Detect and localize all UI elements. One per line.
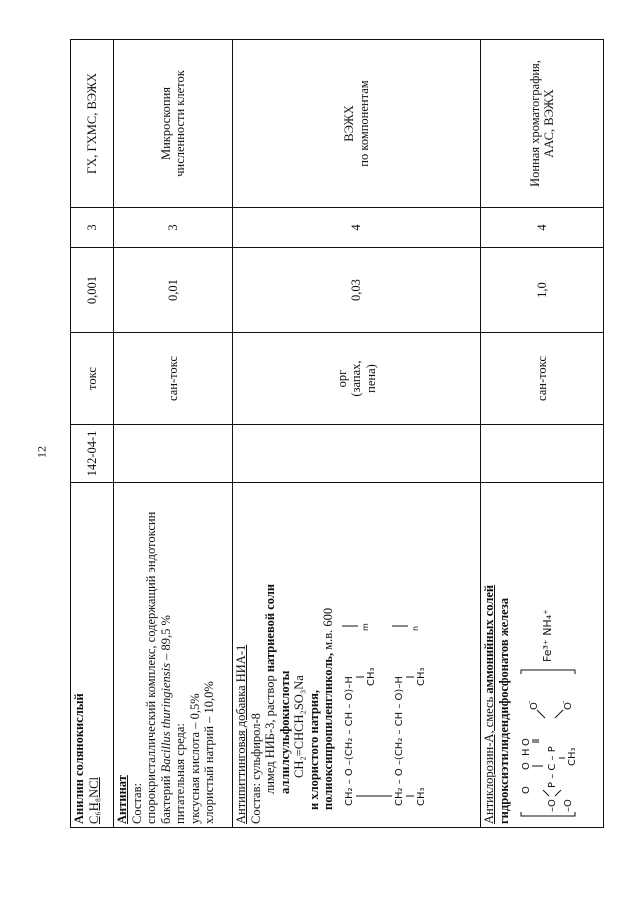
svg-text:P – C – P: P – C – P bbox=[547, 746, 559, 788]
substance-title: Антиклорозин-А, смесь аммонийных солей bbox=[482, 584, 497, 824]
table-row bbox=[481, 40, 604, 828]
hazard-cell: сан-токс bbox=[481, 333, 604, 425]
hazard-cell: токс bbox=[71, 333, 114, 425]
composition-line: уксусная кислота – 0,5% bbox=[187, 693, 202, 824]
cas-cell bbox=[233, 425, 481, 483]
svg-text:O: O bbox=[521, 762, 533, 770]
substance-cell bbox=[233, 483, 481, 828]
substance-cell bbox=[481, 483, 604, 828]
svg-text:O: O bbox=[521, 786, 533, 794]
class-cell: 4 bbox=[481, 208, 604, 248]
substance-title: Анилин солянокислый bbox=[72, 693, 86, 824]
species-name: Bacillus thuringiensis bbox=[158, 663, 173, 773]
svg-text:O: O bbox=[529, 702, 541, 710]
value-cell: 1,0 bbox=[481, 248, 604, 333]
svg-text:CH₂ – O –(CH₂ – CH – O)–H: CH₂ – O –(CH₂ – CH – O)–H bbox=[393, 676, 405, 806]
method-cell bbox=[481, 40, 604, 208]
method-line: Микроскопия bbox=[158, 86, 173, 161]
value-cell: 0,01 bbox=[114, 248, 233, 333]
hazard-line: пена) bbox=[363, 364, 378, 393]
method-line: ВЭЖХ bbox=[342, 105, 357, 142]
composition-line: полиоксипропиленгликоль, м.в. 600 bbox=[321, 607, 336, 810]
svg-text:H: H bbox=[521, 748, 533, 756]
svg-text:CH₃: CH₃ bbox=[415, 787, 427, 806]
method-line: Ионная хроматография, bbox=[527, 60, 542, 187]
table-row bbox=[233, 40, 481, 828]
composition-line: аллилсульфокислоты bbox=[277, 670, 292, 794]
composition-line: спорокристаллический комплекс, содержащий эндотоксин bbox=[144, 511, 159, 824]
value-cell: 0,001 bbox=[71, 248, 114, 333]
svg-text:CH₃: CH₃ bbox=[365, 667, 377, 686]
svg-text:–: – bbox=[525, 700, 534, 704]
method-line: численности клеток bbox=[173, 70, 188, 177]
page-number: 12 bbox=[34, 446, 49, 458]
svg-text:n: n bbox=[410, 625, 420, 631]
svg-text:CH₃: CH₃ bbox=[415, 667, 427, 686]
rotated-table-container bbox=[70, 40, 604, 828]
cas-cell: 142-04-1 bbox=[71, 425, 114, 483]
counter-ions: Fe³⁺ NH₄⁺ bbox=[540, 609, 554, 662]
hazard-line: (запах, bbox=[349, 360, 364, 397]
class-cell: 3 bbox=[114, 208, 233, 248]
composition-line: питательная среда: bbox=[173, 723, 188, 824]
svg-text:O: O bbox=[563, 702, 575, 710]
hazard-line: орг bbox=[334, 369, 349, 388]
class-cell: 3 bbox=[71, 208, 114, 248]
composition-line: бактерий Bacillus thuringiensis – 89,5 % bbox=[158, 615, 173, 824]
svg-text:CH₃: CH₃ bbox=[567, 747, 579, 766]
substance-formula: C₆H₈NCl bbox=[86, 777, 101, 824]
method-line: по компонентам bbox=[356, 80, 371, 167]
composition-line: Состав: сульфирол-8 bbox=[248, 713, 263, 824]
method-cell bbox=[233, 40, 481, 208]
composition-line: и хлористого натрия, bbox=[306, 690, 321, 810]
table-row bbox=[71, 40, 114, 828]
polyoxypropylene-glycol-structure bbox=[338, 574, 436, 814]
structure-wrapper bbox=[515, 486, 581, 818]
cas-cell bbox=[481, 425, 604, 483]
composition-line: лимед НИБ-3, раствор натриевой соли bbox=[263, 583, 278, 794]
svg-text:–O: –O bbox=[547, 799, 559, 812]
substance-cell bbox=[114, 483, 233, 828]
method-cell: ГХ, ГХМС, ВЭЖХ bbox=[71, 40, 114, 208]
svg-text:m: m bbox=[360, 623, 370, 631]
substance-title-cont: гидроксиэтилидендифосфонатов железа bbox=[496, 598, 511, 824]
substance-cell bbox=[71, 483, 114, 828]
svg-text:–: – bbox=[559, 700, 568, 704]
hazard-cell bbox=[233, 333, 481, 425]
substances-table bbox=[70, 39, 604, 828]
table-row bbox=[114, 40, 233, 828]
hazard-cell: сан-токс bbox=[114, 333, 233, 425]
svg-text:O: O bbox=[521, 738, 533, 746]
ferric-hedp-structure bbox=[515, 668, 581, 818]
class-cell: 4 bbox=[233, 208, 481, 248]
value-cell: 0,03 bbox=[233, 248, 481, 333]
composition-line: хлористый натрий – 10,0% bbox=[202, 681, 217, 824]
substance-title: Антипиттинговая добавка НИА-1 bbox=[234, 644, 249, 824]
chemical-formula: CH₂=CHCH₂SO₃Na bbox=[292, 675, 307, 778]
substance-title: Антинат bbox=[115, 775, 130, 824]
composition-line: Состав: bbox=[129, 783, 144, 824]
method-line: ААС, ВЭЖХ bbox=[542, 89, 557, 158]
cas-cell bbox=[114, 425, 233, 483]
svg-text:–O: –O bbox=[563, 799, 575, 812]
method-cell bbox=[114, 40, 233, 208]
svg-text:CH₂ – O –(CH₂ – CH – O)–H: CH₂ – O –(CH₂ – CH – O)–H bbox=[343, 676, 355, 806]
